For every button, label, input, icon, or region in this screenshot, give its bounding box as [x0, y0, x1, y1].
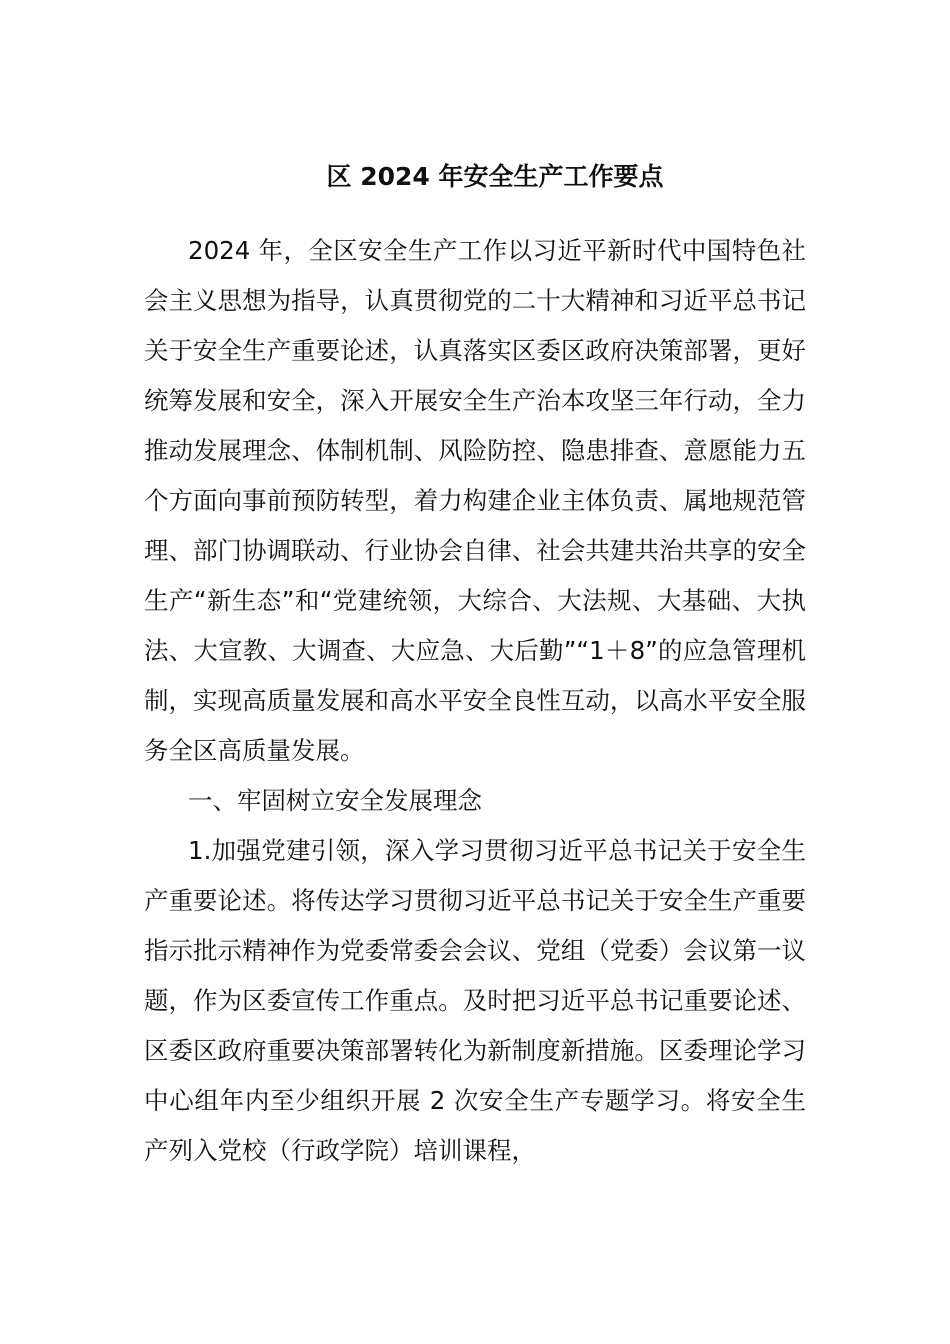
document-title: 区 2024 年安全生产工作要点 [326, 162, 664, 191]
intro-paragraph: 2024 年，全区安全生产工作以习近平新时代中国特色社会主义思想为指导，认真贯彻党的二十大精神和习近平总书记关于安全生产重要论述，认真落实区委区政府决策部署，更好统筹发展和安全，深入开展安全生产治本攻坚三年行动，全力推动发展理念、体制机制、风险防控、隐患排查、意愿能力五个方面向事前预防转型，着力构建企业主体负责、属地规范管理、部门协调联动、行业协会自律、社会共建共治共享的安全生产“新生态”和“党建统领，大综合、大法规、大基础、大执法、大宣教、大调查、大应急、大后勤”“1＋8”的应急管理机制，实现高质量发展和高水平安全良性互动，以高水平安全服务全区高质量发展。 [144, 236, 806, 765]
section-heading: 一、牢固树立安全发展理念 [188, 786, 482, 815]
document-body [144, 226, 806, 1176]
item-paragraph: 1.加强党建引领，深入学习贯彻习近平总书记关于安全生产重要论述。将传达学习贯彻习近平总书记关于安全生产重要指示批示精神作为党委常委会会议、党组（党委）会议第一议题，作为区委宣传工作重点。及时把习近平总书记重要论述、区委区政府重要决策部署转化为新制度新措施。区委理论学习中心组年内至少组织开展 2 次安全生产专题学习。将安全生产列入党校（行政学院）培训课程， [144, 836, 806, 1165]
